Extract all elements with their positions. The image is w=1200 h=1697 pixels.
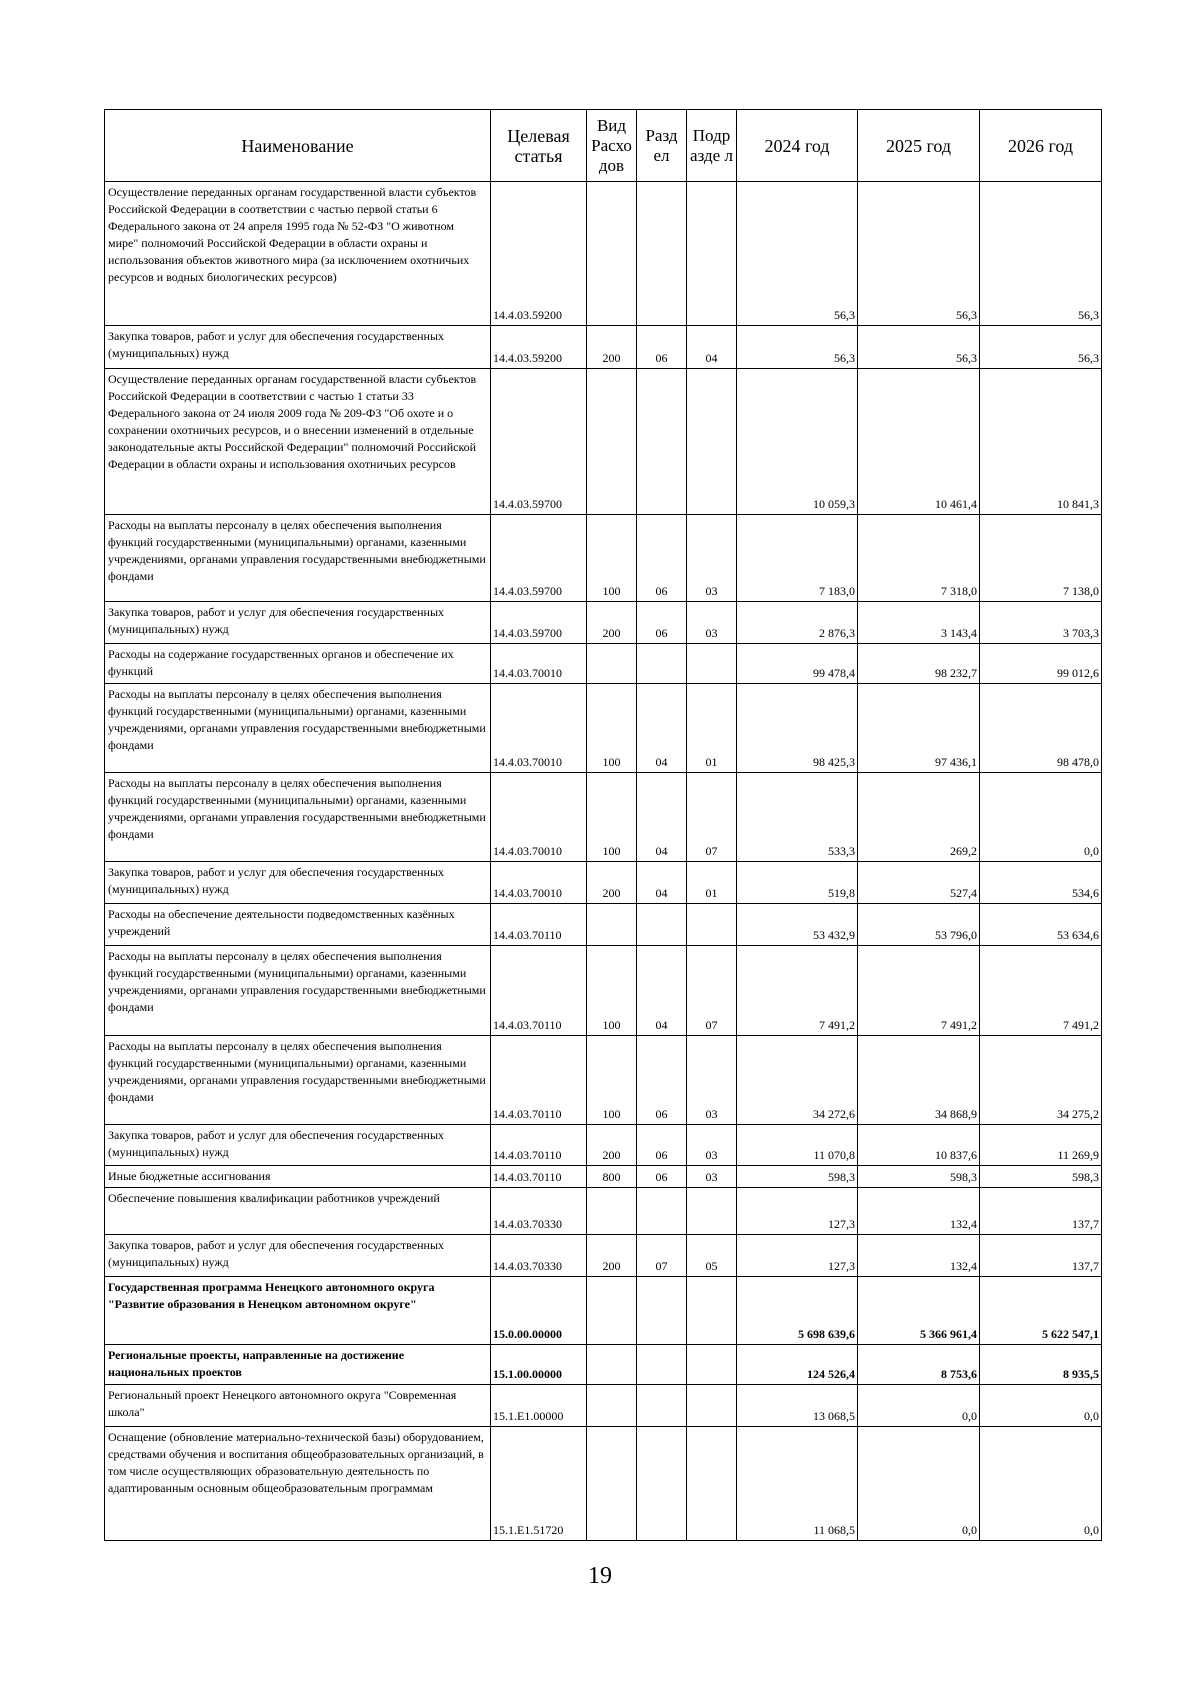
row-name: Закупка товаров, работ и услуг для обеспечения государственных (муниципальных) нужд [105, 326, 491, 369]
row-value-2026: 137,7 [980, 1235, 1102, 1277]
table-row [105, 1385, 1102, 1427]
row-value-2024: 99 478,4 [737, 644, 858, 684]
row-value-2024: 56,3 [737, 182, 858, 326]
row-section: 04 [637, 862, 687, 904]
table-row [105, 862, 1102, 904]
row-value-2026: 53 634,6 [980, 904, 1102, 946]
row-value-2025: 7 491,2 [858, 946, 980, 1036]
row-value-2026: 5 622 547,1 [980, 1277, 1102, 1345]
row-subsection: 03 [687, 1036, 737, 1125]
row-value-2026: 7 138,0 [980, 515, 1102, 602]
row-expense-type [587, 369, 637, 515]
row-value-2025: 527,4 [858, 862, 980, 904]
row-expense-type: 100 [587, 684, 637, 773]
row-value-2024: 56,3 [737, 326, 858, 369]
row-target-article: 14.4.03.59700 [491, 369, 587, 515]
row-value-2024: 5 698 639,6 [737, 1277, 858, 1345]
row-value-2026: 137,7 [980, 1188, 1102, 1235]
header-expense-type: Вид Расхо дов [587, 110, 637, 182]
row-expense-type [587, 904, 637, 946]
row-section: 06 [637, 1166, 687, 1188]
table-row [105, 1166, 1102, 1188]
row-subsection: 03 [687, 1125, 737, 1166]
row-value-2024: 7 183,0 [737, 515, 858, 602]
row-value-2024: 533,3 [737, 773, 858, 862]
row-value-2026: 0,0 [980, 1385, 1102, 1427]
header-subsection: Подр азде л [687, 110, 737, 182]
table-row [105, 684, 1102, 773]
row-value-2026: 0,0 [980, 773, 1102, 862]
row-value-2025: 0,0 [858, 1427, 980, 1541]
row-value-2024: 11 070,8 [737, 1125, 858, 1166]
row-subsection: 05 [687, 1235, 737, 1277]
header-row [105, 110, 1102, 182]
row-expense-type: 100 [587, 946, 637, 1036]
row-subsection [687, 182, 737, 326]
row-section [637, 644, 687, 684]
row-value-2024: 127,3 [737, 1188, 858, 1235]
row-section: 07 [637, 1235, 687, 1277]
row-section [637, 1427, 687, 1541]
row-value-2025: 10 837,6 [858, 1125, 980, 1166]
row-expense-type [587, 1277, 637, 1345]
row-value-2024: 11 068,5 [737, 1427, 858, 1541]
row-value-2024: 13 068,5 [737, 1385, 858, 1427]
row-value-2025: 132,4 [858, 1235, 980, 1277]
row-expense-type [587, 1345, 637, 1385]
row-value-2026: 98 478,0 [980, 684, 1102, 773]
row-target-article: 15.0.00.00000 [491, 1277, 587, 1345]
row-value-2026: 10 841,3 [980, 369, 1102, 515]
row-name: Закупка товаров, работ и услуг для обеспечения государственных (муниципальных) нужд [105, 602, 491, 644]
row-value-2026: 99 012,6 [980, 644, 1102, 684]
budget-table [104, 109, 1102, 1541]
row-expense-type: 200 [587, 326, 637, 369]
row-subsection: 04 [687, 326, 737, 369]
table-row [105, 1125, 1102, 1166]
row-expense-type: 200 [587, 602, 637, 644]
row-value-2025: 598,3 [858, 1166, 980, 1188]
table-row [105, 182, 1102, 326]
row-expense-type [587, 644, 637, 684]
table-row [105, 773, 1102, 862]
row-value-2024: 34 272,6 [737, 1036, 858, 1125]
row-section: 06 [637, 326, 687, 369]
row-value-2025: 5 366 961,4 [858, 1277, 980, 1345]
row-subsection [687, 1277, 737, 1345]
row-value-2025: 132,4 [858, 1188, 980, 1235]
row-name: Иные бюджетные ассигнования [105, 1166, 491, 1188]
row-subsection [687, 369, 737, 515]
row-section [637, 904, 687, 946]
row-name: Расходы на выплаты персоналу в целях обеспечения выполнения функций государственными (муниципальными) органами, казенными учреждениями, органами управления государственными внебюджетными фондами [105, 1036, 491, 1125]
table-row [105, 1235, 1102, 1277]
row-value-2025: 10 461,4 [858, 369, 980, 515]
row-expense-type [587, 1188, 637, 1235]
row-subsection [687, 1188, 737, 1235]
row-value-2024: 53 432,9 [737, 904, 858, 946]
row-subsection: 03 [687, 602, 737, 644]
row-expense-type: 100 [587, 773, 637, 862]
row-section: 04 [637, 773, 687, 862]
header-section: Разд ел [637, 110, 687, 182]
row-target-article: 14.4.03.70010 [491, 644, 587, 684]
row-name: Региональные проекты, направленные на достижение национальных проектов [105, 1345, 491, 1385]
row-value-2025: 34 868,9 [858, 1036, 980, 1125]
row-value-2026: 0,0 [980, 1427, 1102, 1541]
row-expense-type [587, 1427, 637, 1541]
row-name: Государственная программа Ненецкого автономного округа "Развитие образования в Ненецком автономном округе" [105, 1277, 491, 1345]
row-target-article: 14.4.03.70010 [491, 862, 587, 904]
table-row-program [105, 1277, 1102, 1345]
row-expense-type: 100 [587, 1036, 637, 1125]
row-value-2026: 7 491,2 [980, 946, 1102, 1036]
row-value-2025: 56,3 [858, 182, 980, 326]
row-target-article: 14.4.03.70010 [491, 773, 587, 862]
page-number: 19 [588, 1563, 612, 1589]
row-value-2025: 3 143,4 [858, 602, 980, 644]
row-target-article: 14.4.03.70110 [491, 1125, 587, 1166]
row-expense-type: 200 [587, 862, 637, 904]
row-value-2025: 97 436,1 [858, 684, 980, 773]
header-name: Наименование [105, 110, 491, 182]
table-row [105, 1188, 1102, 1235]
row-value-2026: 34 275,2 [980, 1036, 1102, 1125]
row-value-2024: 519,8 [737, 862, 858, 904]
table-row-subprogram [105, 1345, 1102, 1385]
row-expense-type: 800 [587, 1166, 637, 1188]
row-value-2026: 11 269,9 [980, 1125, 1102, 1166]
row-target-article: 15.1.00.00000 [491, 1345, 587, 1385]
row-subsection: 01 [687, 862, 737, 904]
row-value-2026: 534,6 [980, 862, 1102, 904]
row-value-2025: 7 318,0 [858, 515, 980, 602]
row-value-2024: 10 059,3 [737, 369, 858, 515]
row-target-article: 14.4.03.59200 [491, 326, 587, 369]
row-section: 06 [637, 602, 687, 644]
header-target-article: Целевая статья [491, 110, 587, 182]
row-section [637, 182, 687, 326]
row-value-2026: 56,3 [980, 182, 1102, 326]
row-target-article: 14.4.03.59700 [491, 515, 587, 602]
row-expense-type: 200 [587, 1235, 637, 1277]
row-target-article: 15.1.E1.00000 [491, 1385, 587, 1427]
row-target-article: 14.4.03.70110 [491, 1036, 587, 1125]
row-target-article: 14.4.03.70330 [491, 1188, 587, 1235]
row-name: Обеспечение повышения квалификации работников учреждений [105, 1188, 491, 1235]
row-target-article: 14.4.03.70110 [491, 904, 587, 946]
row-subsection [687, 644, 737, 684]
table-row [105, 904, 1102, 946]
row-target-article: 14.4.03.70330 [491, 1235, 587, 1277]
row-name: Осуществление переданных органам государственной власти субъектов Российской Федерации в соответствии с частью первой статьи 6 Федерального закона от 24 апреля 1995 года № 52-ФЗ "О животном мире" полномочий Российской Федерации в области охраны и использования объектов животного мира (за исключением охотничьих ресурсов и водных биологических ресурсов) [105, 182, 491, 326]
table-row [105, 946, 1102, 1036]
row-value-2025: 56,3 [858, 326, 980, 369]
row-name: Закупка товаров, работ и услуг для обеспечения государственных (муниципальных) нужд [105, 862, 491, 904]
row-subsection [687, 1427, 737, 1541]
row-value-2026: 56,3 [980, 326, 1102, 369]
row-value-2026: 598,3 [980, 1166, 1102, 1188]
row-section [637, 1188, 687, 1235]
row-value-2024: 598,3 [737, 1166, 858, 1188]
row-target-article: 14.4.03.59200 [491, 182, 587, 326]
row-name: Закупка товаров, работ и услуг для обеспечения государственных (муниципальных) нужд [105, 1235, 491, 1277]
row-section [637, 1385, 687, 1427]
table-row [105, 515, 1102, 602]
row-subsection: 03 [687, 1166, 737, 1188]
row-value-2024: 98 425,3 [737, 684, 858, 773]
table-row [105, 644, 1102, 684]
row-name: Оснащение (обновление материально-технической базы) оборудованием, средствами обучения и воспитания общеобразовательных организаций, в том числе осуществляющих образовательную деятельность по адаптированным основным общеобразовательным программам [105, 1427, 491, 1541]
row-target-article: 14.4.03.70110 [491, 946, 587, 1036]
row-section [637, 369, 687, 515]
row-target-article: 14.4.03.70110 [491, 1166, 587, 1188]
row-target-article: 14.4.03.70010 [491, 684, 587, 773]
row-target-article: 15.1.E1.51720 [491, 1427, 587, 1541]
row-section: 06 [637, 1125, 687, 1166]
row-name: Закупка товаров, работ и услуг для обеспечения государственных (муниципальных) нужд [105, 1125, 491, 1166]
row-expense-type: 100 [587, 515, 637, 602]
row-value-2024: 7 491,2 [737, 946, 858, 1036]
row-subsection: 03 [687, 515, 737, 602]
row-subsection: 07 [687, 946, 737, 1036]
row-value-2025: 0,0 [858, 1385, 980, 1427]
row-value-2025: 269,2 [858, 773, 980, 862]
header-year-2024: 2024 год [737, 110, 858, 182]
row-subsection [687, 1385, 737, 1427]
row-name: Региональный проект Ненецкого автономного округа "Современная школа" [105, 1385, 491, 1427]
row-section [637, 1277, 687, 1345]
table-row [105, 326, 1102, 369]
row-name: Расходы на выплаты персоналу в целях обеспечения выполнения функций государственными (муниципальными) органами, казенными учреждениями, органами управления государственными внебюджетными фондами [105, 773, 491, 862]
row-name: Расходы на содержание государственных органов и обеспечение их функций [105, 644, 491, 684]
row-expense-type [587, 182, 637, 326]
table-row [105, 369, 1102, 515]
row-name: Расходы на выплаты персоналу в целях обеспечения выполнения функций государственными (муниципальными) органами, казенными учреждениями, органами управления государственными внебюджетными фондами [105, 684, 491, 773]
row-value-2025: 53 796,0 [858, 904, 980, 946]
header-year-2026: 2026 год [980, 110, 1102, 182]
row-target-article: 14.4.03.59700 [491, 602, 587, 644]
row-subsection: 07 [687, 773, 737, 862]
row-name: Расходы на выплаты персоналу в целях обеспечения выполнения функций государственными (муниципальными) органами, казенными учреждениями, органами управления государственными внебюджетными фондами [105, 515, 491, 602]
table-row [105, 1427, 1102, 1541]
row-value-2024: 124 526,4 [737, 1345, 858, 1385]
row-name: Осуществление переданных органам государственной власти субъектов Российской Федерации в соответствии с частью 1 статьи 33 Федерального закона от 24 июля 2009 года № 209-ФЗ "Об охоте и о сохранении охотничьих ресурсов, и о внесении изменений в отдельные законодательные акты Российской Федерации" полномочий Российской Федерации в области охраны и использования охотничьих ресурсов [105, 369, 491, 515]
row-expense-type [587, 1385, 637, 1427]
row-section: 04 [637, 946, 687, 1036]
row-section: 04 [637, 684, 687, 773]
row-value-2024: 127,3 [737, 1235, 858, 1277]
row-name: Расходы на выплаты персоналу в целях обеспечения выполнения функций государственными (муниципальными) органами, казенными учреждениями, органами управления государственными внебюджетными фондами [105, 946, 491, 1036]
row-section: 06 [637, 1036, 687, 1125]
row-value-2025: 98 232,7 [858, 644, 980, 684]
row-value-2026: 8 935,5 [980, 1345, 1102, 1385]
row-value-2026: 3 703,3 [980, 602, 1102, 644]
table-row [105, 1036, 1102, 1125]
row-expense-type: 200 [587, 1125, 637, 1166]
row-section: 06 [637, 515, 687, 602]
row-subsection: 01 [687, 684, 737, 773]
row-name: Расходы на обеспечение деятельности подведомственных казённых учреждений [105, 904, 491, 946]
header-year-2025: 2025 год [858, 110, 980, 182]
row-value-2025: 8 753,6 [858, 1345, 980, 1385]
row-subsection [687, 1345, 737, 1385]
table-row [105, 602, 1102, 644]
row-subsection [687, 904, 737, 946]
row-section [637, 1345, 687, 1385]
row-value-2024: 2 876,3 [737, 602, 858, 644]
